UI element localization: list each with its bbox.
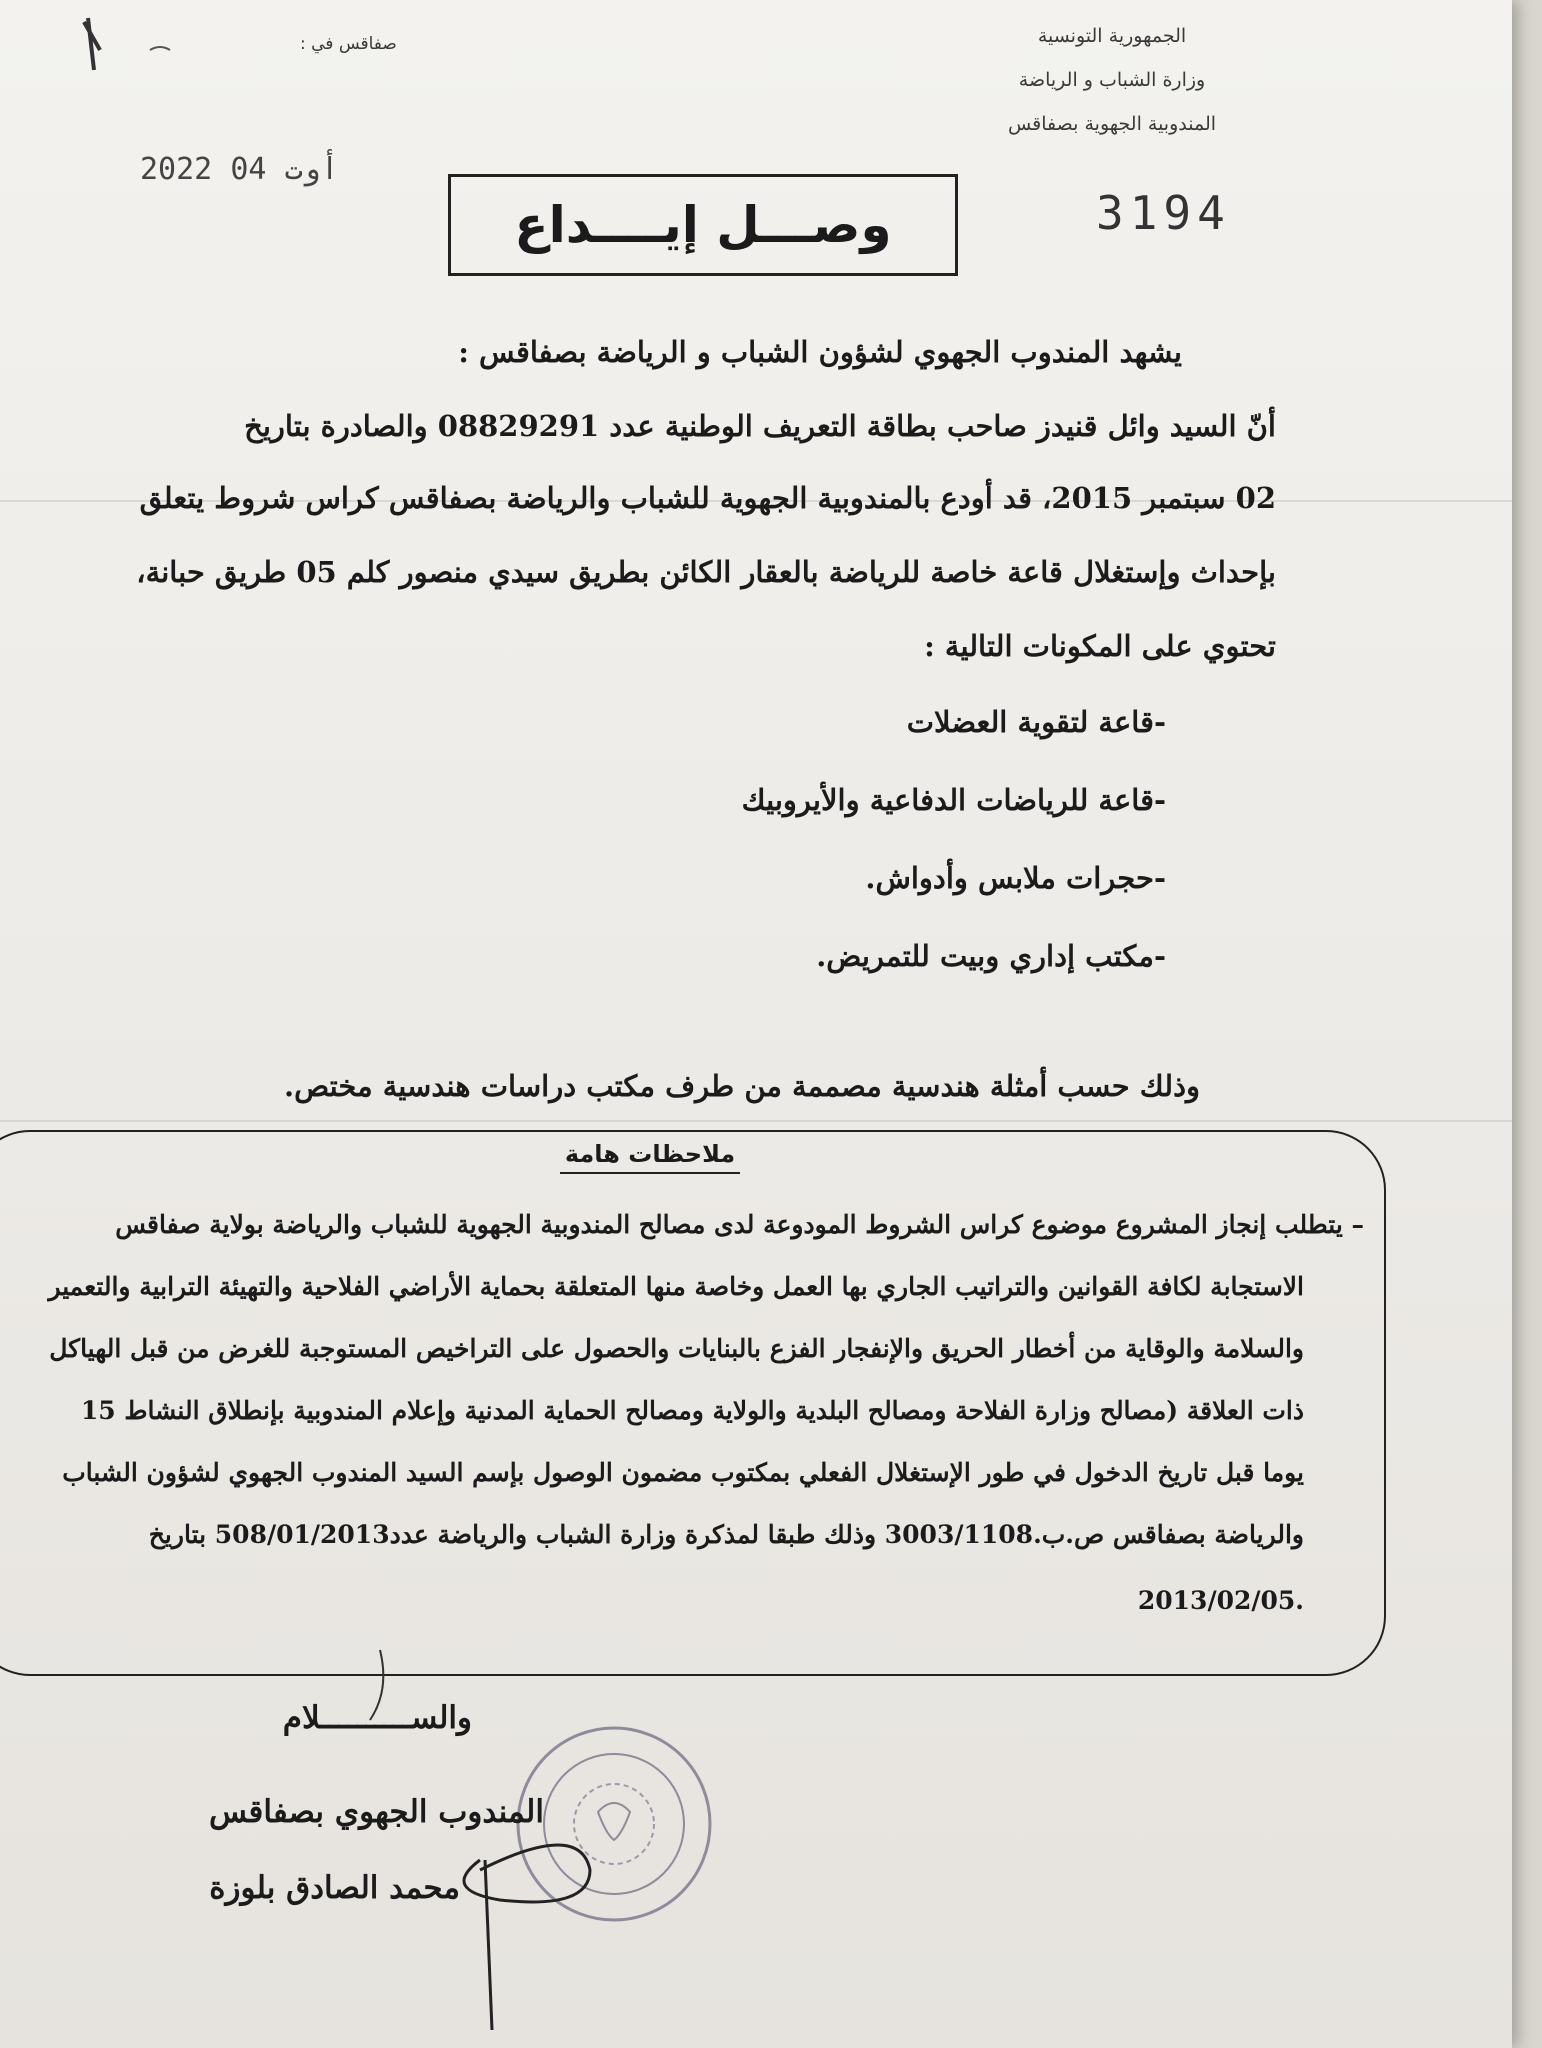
notes-line: .2013/02/05 <box>1137 1586 1304 1615</box>
paper-fold <box>0 1120 1512 1122</box>
letterhead-ministry: وزارة الشباب و الرياضة <box>1018 69 1206 91</box>
component-item: -حجرات ملابس وأدواش. <box>865 861 1166 895</box>
component-item: -مكتب إداري وبيت للتمريض. <box>816 939 1166 973</box>
closing-line: وذلك حسب أمثلة هندسية مصممة من طرف مكتب دراسات هندسية مختص. <box>284 1069 1200 1103</box>
paragraph-line: 02 سبتمبر 2015، قد أودع بالمندوبية الجهوية للشباب والرياضة بصفاقس كراس شروط يتعلق <box>139 481 1276 515</box>
component-item: -قاعة لتقوية العضلات <box>906 705 1166 739</box>
paragraph-line: بإحداث وإستغلال قاعة خاصة للرياضة بالعقار الكائن بطريق سيدي منصور كلم 05 طريق حبانة، <box>136 555 1276 589</box>
notes-line: – يتطلب إنجاز المشروع موضوع كراس الشروط المودوعة لدى مصالح المندوبية الجهوية للشباب والرياضة بولاية صفاقس <box>115 1210 1364 1239</box>
notes-line: الاستجابة لكافة القوانين والتراتيب الجاري بها العمل وخاصة منها المتعلقة بحماية الأراضي الفلاحية والتهيئة الترابية والتعمير <box>48 1272 1304 1301</box>
intro-line: يشهد المندوب الجهوي لشؤون الشباب و الرياضة بصفاقس : <box>458 335 1182 369</box>
paragraph-line: تحتوي على المكونات التالية : <box>924 629 1276 663</box>
place-label: صفاقس في : <box>300 34 397 54</box>
letterhead <box>912 14 1312 146</box>
notes-line: والرياضة بصفاقس ص.ب.3003/1108 وذلك طبقا لمذكرة وزارة الشباب والرياضة عدد508/01/2013 بتاريخ <box>148 1520 1304 1549</box>
paragraph-line: أنّ السيد وائل قنيدز صاحب بطاقة التعريف الوطنية عدد 08829291 والصادرة بتاريخ <box>244 409 1276 443</box>
notes-line: يوما قبل تاريخ الدخول في طور الإستغلال الفعلي بمكتوب مضمون الوصول بإسم السيد المندوب الجهوي لشؤون الشباب <box>62 1458 1304 1487</box>
salutation: والســــــــــلام <box>282 1700 472 1736</box>
component-item: -قاعة للرياضات الدفاعية والأيروبيك <box>741 783 1166 817</box>
pen-mark-icon <box>60 10 180 80</box>
date-stamp: 2022 أوت 04 <box>140 152 339 187</box>
signatory-role: المندوب الجهوي بصفاقس <box>209 1794 544 1830</box>
notes-title: ملاحظات هامة <box>560 1140 740 1174</box>
letterhead-office: المندوبية الجهوية بصفاقس <box>1007 113 1217 135</box>
notes-line: والسلامة والوقاية من أخطار الحريق والإنفجار الفزع بالبنايات والحصول على التراخيص المستوجبة للغرض من قبل الهياكل <box>49 1334 1304 1363</box>
letterhead-country: الجمهورية التونسية <box>1037 25 1187 47</box>
notes-line: ذات العلاقة (مصالح وزارة الفلاحة ومصالح البلدية والولاية ومصالح الحماية المدنية وإعلام المندوبية بإنطلاق النشاط 15 <box>80 1396 1304 1425</box>
document-title: وصـــل إيــــداع <box>448 174 958 276</box>
reference-number: 3194 <box>1096 186 1231 240</box>
signatory-name: محمد الصادق بلوزة <box>209 1870 460 1906</box>
